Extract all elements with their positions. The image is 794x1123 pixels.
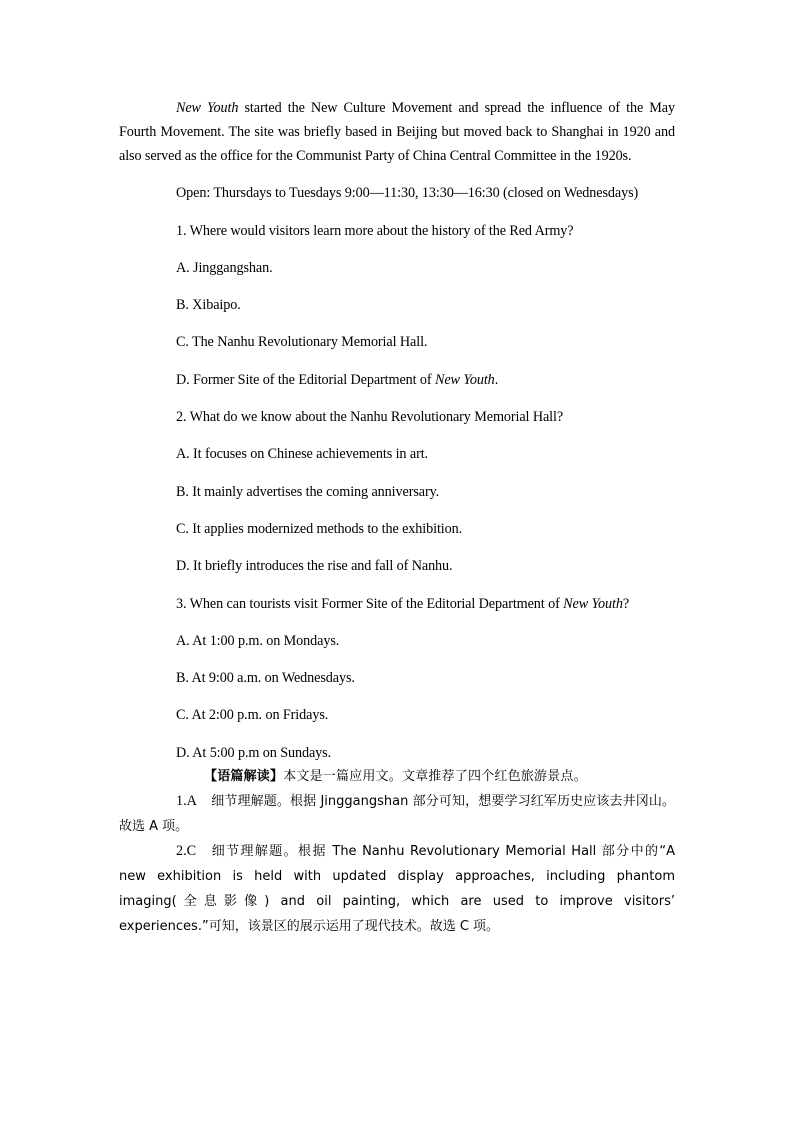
question-1-option-d — [119, 368, 675, 392]
question-2-option-b: B. It mainly advertises the coming anniversary. — [176, 483, 440, 500]
new-youth-title: New Youth — [176, 100, 239, 116]
answer-2-number: 2.C — [176, 842, 197, 859]
question-2-option-c: C. It applies modernized methods to the exhibition. — [176, 520, 463, 537]
question-2-option-a: A. It focuses on Chinese achievements in art. — [176, 446, 428, 463]
passage-intro — [119, 96, 675, 168]
question-3-option-c: C. At 2:00 p.m. on Fridays. — [176, 707, 329, 724]
option-d-italic: New Youth — [435, 371, 495, 388]
question-3-stem — [119, 592, 675, 616]
answer-1-text: 细节理解题。根据 Jinggangshan 部分可知，想要学习红军历史应该去井冈山。故选 A 项。 — [119, 793, 675, 834]
option-d-prefix: D. Former Site of the Editorial Department of — [176, 371, 435, 388]
question-2-stem: 2. What do we know about the Nanhu Revolutionary Memorial Hall? — [176, 409, 564, 426]
question-3-option-a: A. At 1:00 p.m. on Mondays. — [176, 632, 340, 649]
answer-1-number: 1.A — [176, 792, 197, 809]
document-page — [119, 96, 675, 939]
answer-2 — [119, 839, 675, 939]
answer-2-text: 细节理解题。根据 The Nanhu Revolutionary Memorial Hall 部分中的“A new exhibition is held with updated display approaches, including phantom imaging(全息影像) and oil painting, which are used to improve visitors’ experiences.”可知，该景区的展示运用了现代技术。故选 C 项。 — [119, 843, 675, 934]
question-1-option-a: A. Jinggangshan. — [176, 259, 273, 276]
analysis-heading — [119, 765, 675, 789]
answer-1 — [119, 789, 675, 839]
question-1-stem: 1. Where would visitors learn more about the history of the Red Army? — [176, 222, 574, 239]
question-3-option-b: B. At 9:00 a.m. on Wednesdays. — [176, 670, 355, 687]
analysis-title: 【语篇解读】 — [204, 768, 284, 784]
option-d-suffix: . — [494, 371, 499, 388]
question-3-option-d: D. At 5:00 p.m on Sundays. — [176, 744, 332, 761]
open-hours: Open: Thursdays to Tuesdays 9:00—11:30, 13:30—16:30 (closed on Wednesdays) — [176, 185, 639, 202]
question-3-stem-italic: New Youth — [563, 595, 623, 612]
analysis-summary: 本文是一篇应用文。文章推荐了四个红色旅游景点。 — [283, 768, 587, 784]
question-1-option-c: C. The Nanhu Revolutionary Memorial Hall. — [176, 334, 428, 351]
question-3-stem-suffix: ? — [622, 595, 630, 612]
question-2-option-d: D. It briefly introduces the rise and fall of Nanhu. — [176, 558, 453, 575]
passage-intro-text: started the New Culture Movement and spread the influence of the May Fourth Movement. The site was briefly based in Beijing but moved back to Shanghai in 1920 and also served as the office for the Communist Party of China Central Committee in the 1920s. — [119, 100, 675, 164]
question-3-stem-prefix: 3. When can tourists visit Former Site of the Editorial Department of — [176, 595, 564, 612]
question-1-option-b: B. Xibaipo. — [176, 297, 241, 314]
